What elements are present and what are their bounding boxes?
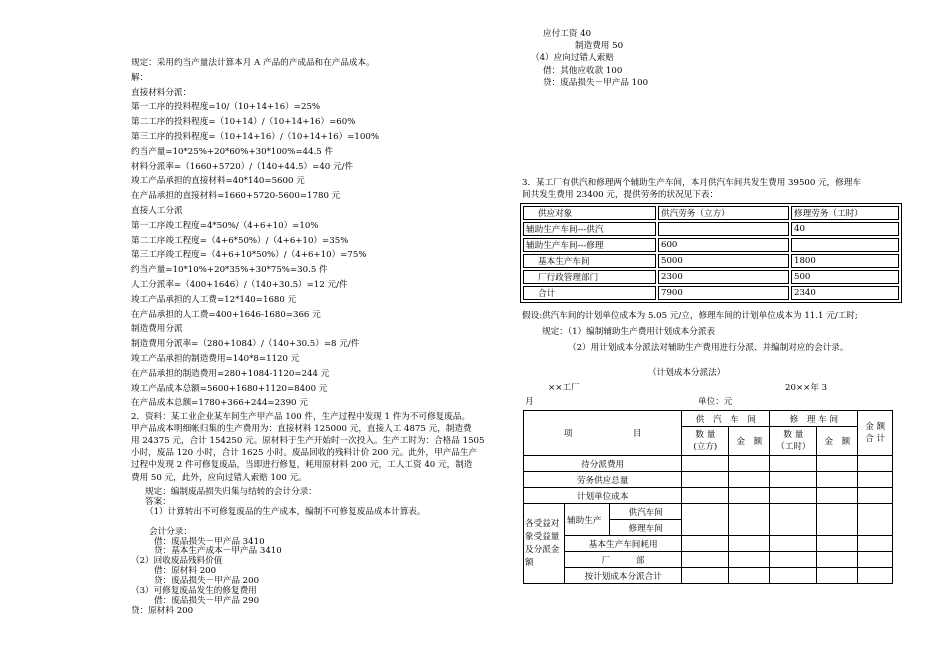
t2-aux-steam: 供汽车间 (610, 504, 682, 520)
t2-row-factory: 厂 部 (565, 552, 682, 568)
t2-row-pending: 待分派费用 (524, 456, 682, 472)
cell (817, 504, 858, 536)
text-line: 甲产品成本明细帐归集的生产费用为：直接材料 125000 元，直接人工 4875 元，制造费 (131, 424, 472, 435)
text-line: 假设:供汽车间的计划单位成本为 5.05 元/立，修理车间的计划单位成本为 11.1 元/工时; (522, 311, 858, 321)
text-line: 2．资料：某工业企业某车间生产甲产品 100 件，生产过程中发现 1 件为不可修复废品。 (131, 412, 471, 422)
cell (770, 568, 817, 584)
text-line: 第二工序竣工程度=（4+6*50%）/（4+6+10）=35% (131, 235, 349, 246)
cell (858, 568, 893, 584)
text-line: 贷：废品损失－甲产品 200 (154, 576, 260, 587)
t2-repair-amt: 金 额 (817, 427, 858, 456)
text-line: 第一工序竣工程度=4*50%/（4+6+10）=10% (131, 220, 319, 231)
text-line: 在产品承担的直接材料=1660+5720-5600=1780 元 (131, 191, 341, 202)
t2-date: 20××年 3 (785, 383, 828, 393)
text-line: （1）计算转出不可修复废品的生产成本，编制不可修复废品成本计算表。 (145, 506, 426, 517)
plan-cost-table (523, 410, 893, 584)
t2-mu: 目 (632, 429, 642, 439)
text-line: 第三工序的投料程度=（10+14+16）/（10+14+16）=100% (131, 132, 379, 142)
text-line: 竣工产品承担的制造费用=140*8=1120 元 (131, 354, 300, 364)
t1-r0-steam (658, 222, 789, 236)
cell (817, 568, 858, 584)
text-line: 借：废品损失－甲产品 3410 (154, 536, 265, 547)
t1-r4-object: 合计 (523, 286, 656, 300)
cell (682, 456, 729, 472)
t1-r0-repair: 40 (791, 222, 899, 236)
t2-xiangmu-cell (524, 411, 682, 456)
text-line: （3）可修复废品发生的修复费用 (131, 586, 257, 596)
text-line: 材料分派率=（1660+5720）/（140+44.5）=40 元/件 (131, 161, 354, 172)
text-line: 竣工产品承担的直接材料=40*140=5600 元 (131, 176, 305, 187)
t2-steam-head: 供 汽 车 间 (682, 411, 770, 427)
t1-r3-steam: 2300 (658, 270, 789, 284)
text-line: 第一工序的投料程度=10/（10+14+16）=25% (131, 102, 321, 113)
text-line: 会计分录： (149, 526, 192, 537)
cell (770, 456, 817, 472)
cell (858, 472, 893, 488)
cell (770, 504, 817, 536)
t2-steam-qty: 数 量 (立方) (682, 427, 729, 456)
text-line: 贷：基本生产成本－甲产品 3410 (154, 546, 282, 557)
t2-row-supply: 劳务供应总量 (524, 472, 682, 488)
cell (858, 456, 893, 472)
t1-head-repair: 修理劳务（工时） (791, 206, 899, 220)
t1-r3-repair: 500 (791, 270, 899, 284)
t2-aux-repair: 修理车间 (628, 523, 663, 534)
t1-r1-repair (791, 238, 899, 252)
cell (729, 568, 770, 584)
text-line: 贷：原材料 200 (131, 605, 194, 616)
text-line: 直接人工分派 (131, 206, 183, 216)
text-line: 3．某工厂有供汽和修理两个辅助生产车间，本月供汽车间共发生费用 39500 元，修理车 (522, 178, 862, 188)
text-line: 约当产量=10*10%+20*35%+30*75%=30.5 件 (131, 265, 328, 276)
text-line: 制造费用 50 (575, 41, 624, 52)
t2-repair-head: 修 理 车 间 (770, 411, 858, 427)
t2-aux: 辅助生产 (565, 504, 610, 535)
t1-r1-object: 辅助生产车间---修理 (523, 238, 656, 252)
t1-r0-object: 辅助生产车间---供汽 (523, 222, 656, 236)
cell (729, 456, 770, 472)
t2-month: 月 (525, 397, 534, 407)
text-line: 在产品成本总额=1780+366+244=2390 元 (131, 398, 308, 409)
t1-r4-repair: 2340 (791, 286, 899, 300)
cell (729, 504, 770, 536)
cell (858, 504, 893, 536)
cell (682, 552, 729, 568)
cell (817, 488, 858, 504)
text-line: 第三工序竣工程度=（4+6+10*50%）/（4+6+10）=75% (131, 250, 367, 261)
cell (682, 536, 729, 552)
text-line: 规定：编制废品损失归集与结转的会计分录： (145, 487, 317, 497)
cell (682, 488, 729, 504)
text-line: 制造费用分派率=（280+1084）/（140+30.5）=8 元/件 (131, 339, 360, 350)
t1-r4-steam: 7900 (658, 286, 789, 300)
text-line: 间共发生费用 23400 元，提供劳务的状况见下表： (522, 190, 719, 201)
cell (817, 536, 858, 552)
text-line: 约当产量=10*25%+20*60%+30*100%=44.5 件 (131, 146, 334, 157)
t2-beneficiary: 各受益对 象受益量 及分派金 额 (524, 504, 565, 584)
cell (770, 472, 817, 488)
cell (817, 552, 858, 568)
text-line: 人工分派率=（400+1646）/（140+30.5）=12 元/件 (131, 280, 348, 290)
text-line: 过程中发现 2 件可修复废品，当即进行修复，耗用原材料 200 元，工人工资 40 元，制造 (131, 460, 473, 471)
t2-unit: 单位：元 (698, 397, 733, 407)
cell (770, 552, 817, 568)
text-line: 竣工产品成本总额=5600+1680+1120=8400 元 (131, 383, 328, 394)
cell (858, 488, 893, 504)
text-line: 直接材料分派： (131, 87, 192, 98)
text-line: （2）回收废品残料价值 (131, 556, 223, 567)
text-line: 规定：（1）编制辅助生产费用计划成本分派表 (542, 327, 716, 337)
cell (770, 488, 817, 504)
cell (729, 536, 770, 552)
t2-row-basic: 基本生产车间耗用 (565, 536, 682, 552)
text-line: 制造费用分派 (131, 324, 183, 335)
t1-r2-steam: 5000 (658, 254, 789, 268)
text-line: 答案： (145, 496, 171, 507)
text-line: 规定：采用约当产量法计算本月 A 产品的产成品和在产品成本。 (131, 58, 375, 68)
t1-head-object: 供应对象 (523, 206, 656, 220)
text-line: 借：原材料 200 (154, 566, 217, 577)
text-line: 用 24375 元，合计 154250 元。原材料于生产开始时一次投入。生产工时为：合格品 1505 (131, 436, 485, 447)
cell (729, 488, 770, 504)
text-line: （2）用计划成本分派法对辅助生产费用进行分派、并编制对应的会计录。 (568, 343, 849, 353)
t1-r3-object: 厂行政管理部门 (523, 270, 656, 284)
text-line: 竣工产品承担的人工费=12*140=1680 元 (131, 294, 297, 305)
t1-r1-steam: 600 (658, 238, 789, 252)
t2-total-head: 金 额 合 计 (858, 411, 893, 456)
cell (729, 552, 770, 568)
cell (682, 568, 729, 584)
t2-repair-qty: 数 量 （工时） (770, 427, 817, 456)
cell (817, 472, 858, 488)
t2-title: （计划成本分派法） (648, 368, 726, 378)
t2-steam-amt: 金 额 (729, 427, 770, 456)
text-line: 费用 50 元，此外，应向过错人索赔 100 元。 (131, 472, 307, 483)
text-line: 在产品承担的人工费=400+1646-1680=366 元 (131, 309, 321, 320)
t2-aux-block (565, 504, 682, 536)
t1-head-steam: 供汽劳务（立方） (658, 206, 789, 220)
t1-r2-repair: 1800 (791, 254, 899, 268)
text-line: 小时，废品 120 小时，合计 1625 小时。废品回收的残料计价 200 元。此外，甲产品生产 (131, 448, 478, 459)
t2-factory: ××工厂 (548, 383, 580, 393)
text-line: 借：其他应收款 100 (543, 65, 623, 76)
t2-row-total: 按计划成本分派合计 (565, 568, 682, 584)
text-line: 第二工序的投料程度=（10+14）/（10+14+16）=60% (131, 117, 356, 128)
cell (729, 472, 770, 488)
text-line: 在产品承担的制造费用=280+1084-1120=244 元 (131, 368, 330, 379)
text-line: 解： (131, 72, 149, 83)
t2-xiang: 项 (563, 429, 573, 439)
t2-row-unitcost: 计划单位成本 (524, 488, 682, 504)
cell (858, 536, 893, 552)
t1-r2-object: 基本生产车间 (523, 254, 656, 268)
cell (817, 456, 858, 472)
labor-service-table (520, 203, 902, 303)
right-column (520, 0, 950, 671)
text-line: 贷：废品损失－甲产品 100 (543, 77, 649, 88)
cell (770, 536, 817, 552)
cell (858, 552, 893, 568)
text-line: 借：废品损失－甲产品 290 (154, 595, 260, 606)
cell (682, 504, 729, 536)
cell (682, 472, 729, 488)
text-line: 应付工资 40 (543, 29, 592, 39)
text-line: （4）应向过错人索赔 (531, 53, 614, 64)
